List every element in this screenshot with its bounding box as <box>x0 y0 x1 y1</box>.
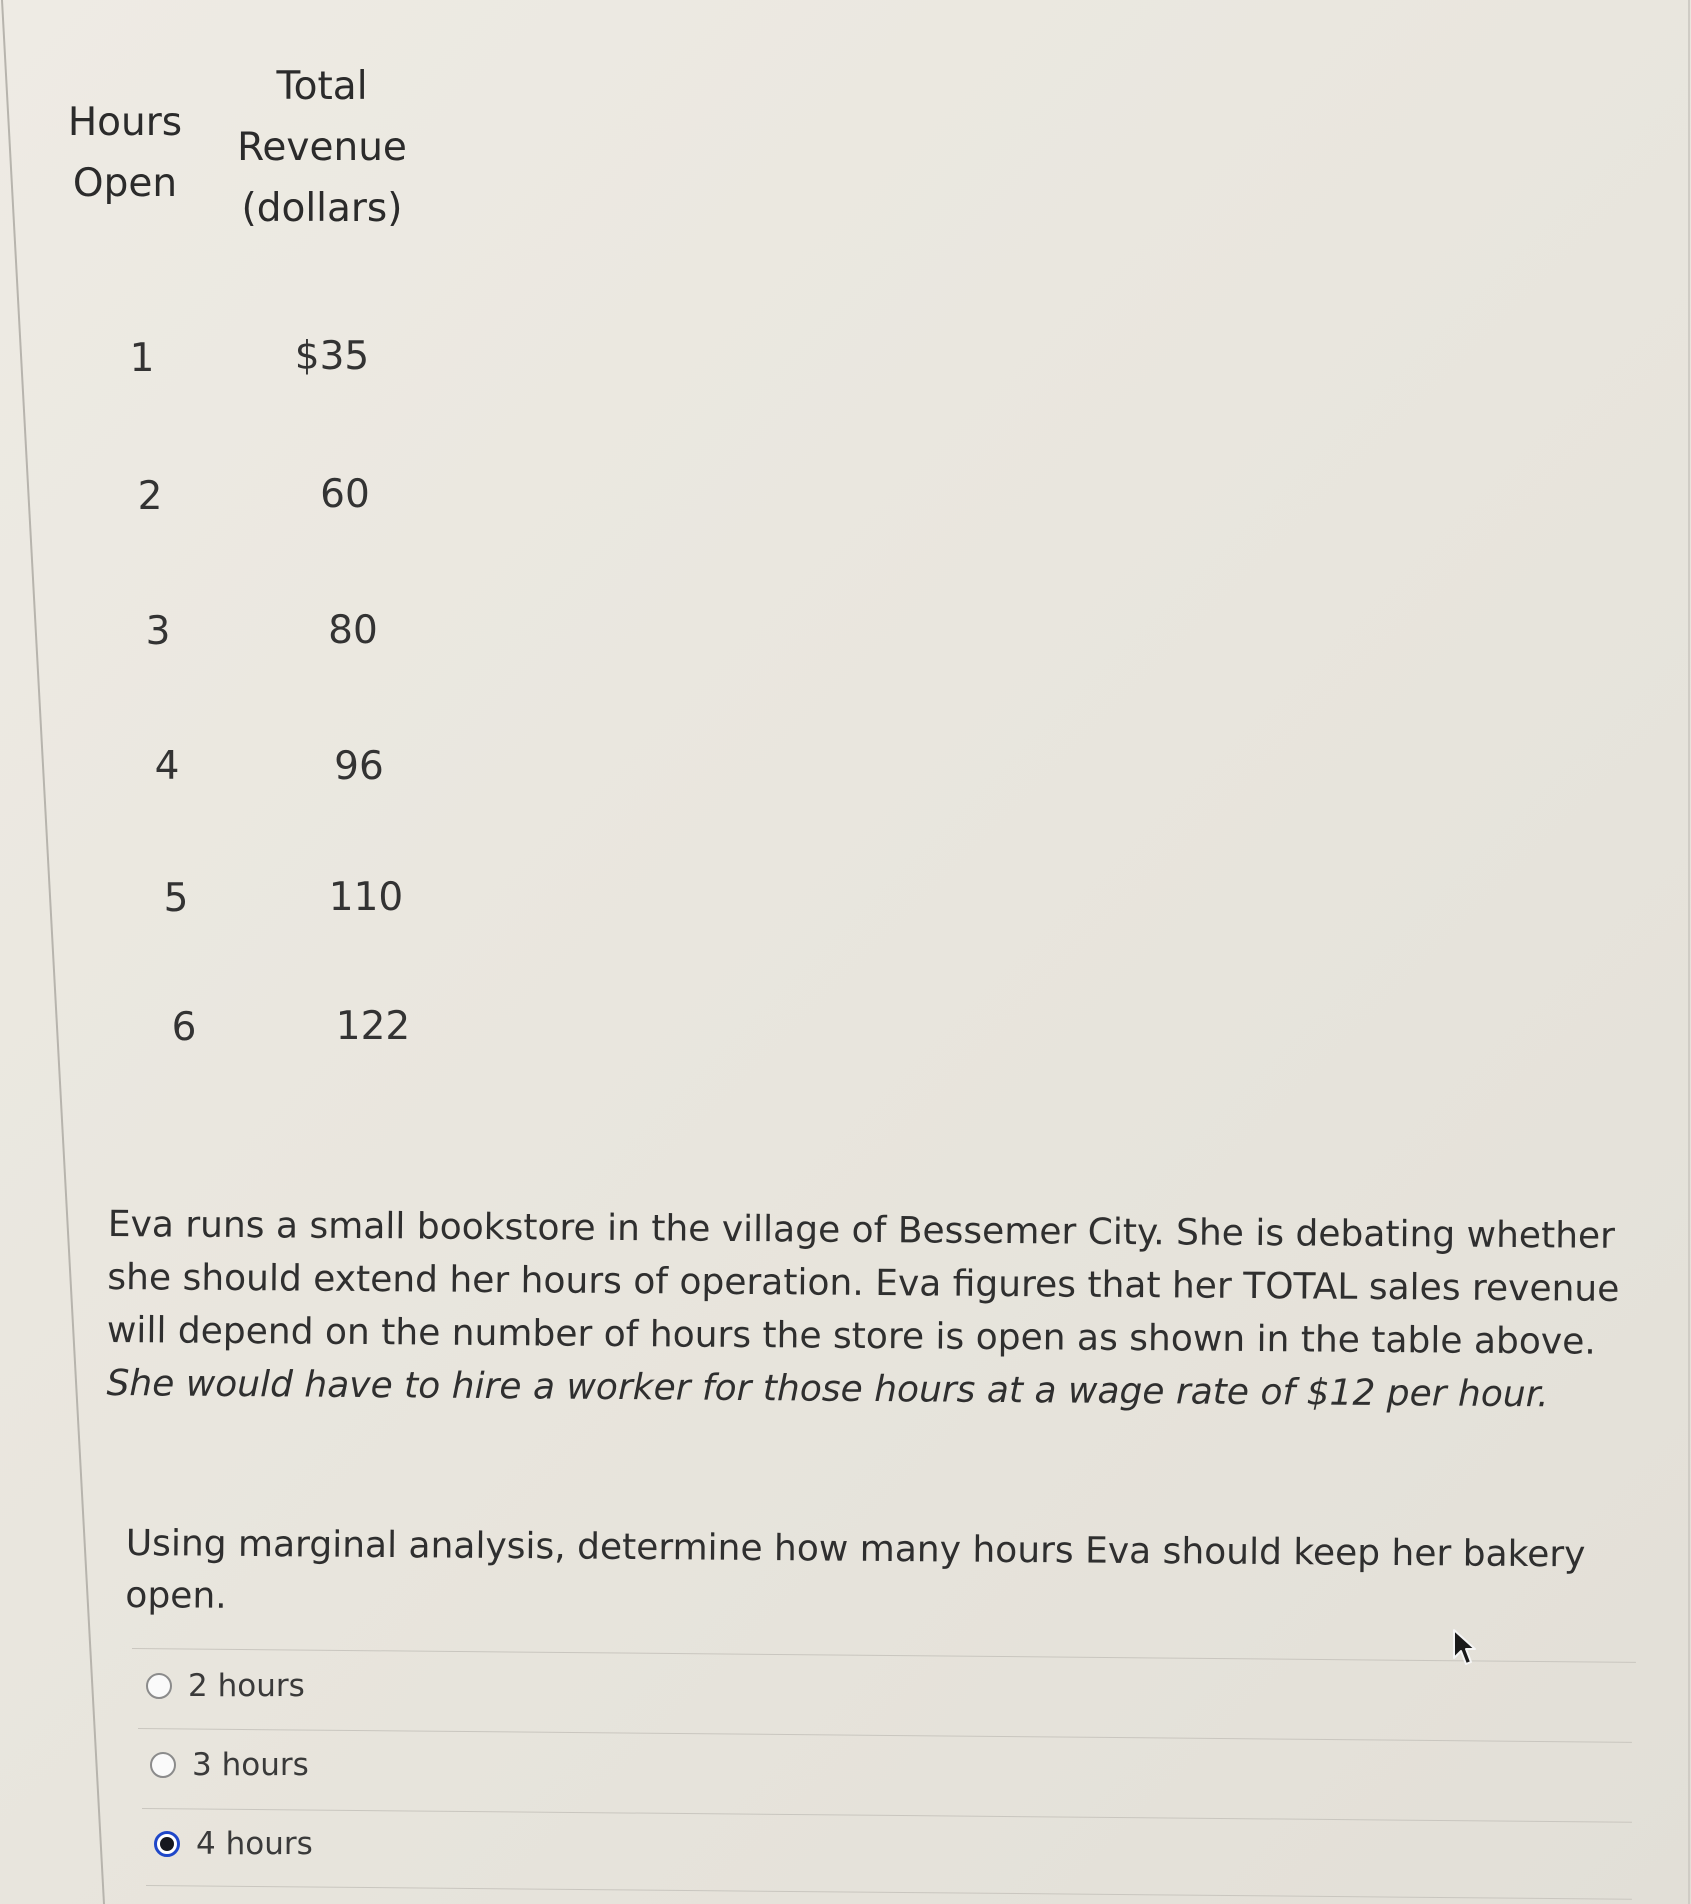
table-cell-hours: 4 <box>154 744 180 789</box>
header-line: Open <box>72 161 178 206</box>
table-cell-revenue: 60 <box>320 472 370 517</box>
answer-option-3-hours[interactable] <box>150 1747 309 1783</box>
header-line: Hours <box>67 100 183 145</box>
answer-option-4-hours[interactable] <box>154 1826 313 1862</box>
table-cell-hours: 2 <box>137 474 163 519</box>
table-cell-hours: 6 <box>171 1005 197 1050</box>
mouse-cursor-icon <box>1452 1628 1478 1668</box>
answer-option-2-hours[interactable] <box>146 1668 305 1704</box>
radio-button[interactable] <box>146 1673 172 1699</box>
table-cell-revenue: $35 <box>294 334 370 379</box>
radio-button[interactable] <box>150 1752 176 1778</box>
table-cell-revenue: 96 <box>334 744 384 789</box>
header-line: Total <box>276 64 368 109</box>
column-header-total-revenue <box>232 56 412 239</box>
table-cell-hours: 5 <box>163 876 189 921</box>
option-label: 4 hours <box>196 1826 313 1862</box>
table-cell-revenue: 80 <box>328 608 378 653</box>
table-cell-hours: 1 <box>129 336 155 381</box>
description-text: Eva runs a small bookstore in the village of Bessemer City. She is debating whether she should extend her hours of operation. Eva figures that her TOTAL sales revenue will depend on the number of hours the store is open as shown in the table above. <box>106 1203 1620 1363</box>
column-header-hours-open <box>60 92 190 214</box>
description-italic-text: She would have to hire a worker for those hours at a wage rate of $12 per hour. <box>106 1362 1549 1416</box>
problem-description <box>106 1198 1668 1422</box>
question-text: Using marginal analysis, determine how many hours Eva should keep her bakery open. <box>125 1522 1586 1617</box>
header-line: Revenue <box>237 125 407 170</box>
radio-button-selected[interactable] <box>154 1831 180 1857</box>
header-line: (dollars) <box>241 186 403 231</box>
option-label: 2 hours <box>188 1668 305 1704</box>
table-cell-revenue: 110 <box>328 875 404 920</box>
table-cell-hours: 3 <box>145 609 171 654</box>
table-cell-revenue: 122 <box>335 1004 411 1049</box>
option-label: 3 hours <box>192 1747 309 1783</box>
